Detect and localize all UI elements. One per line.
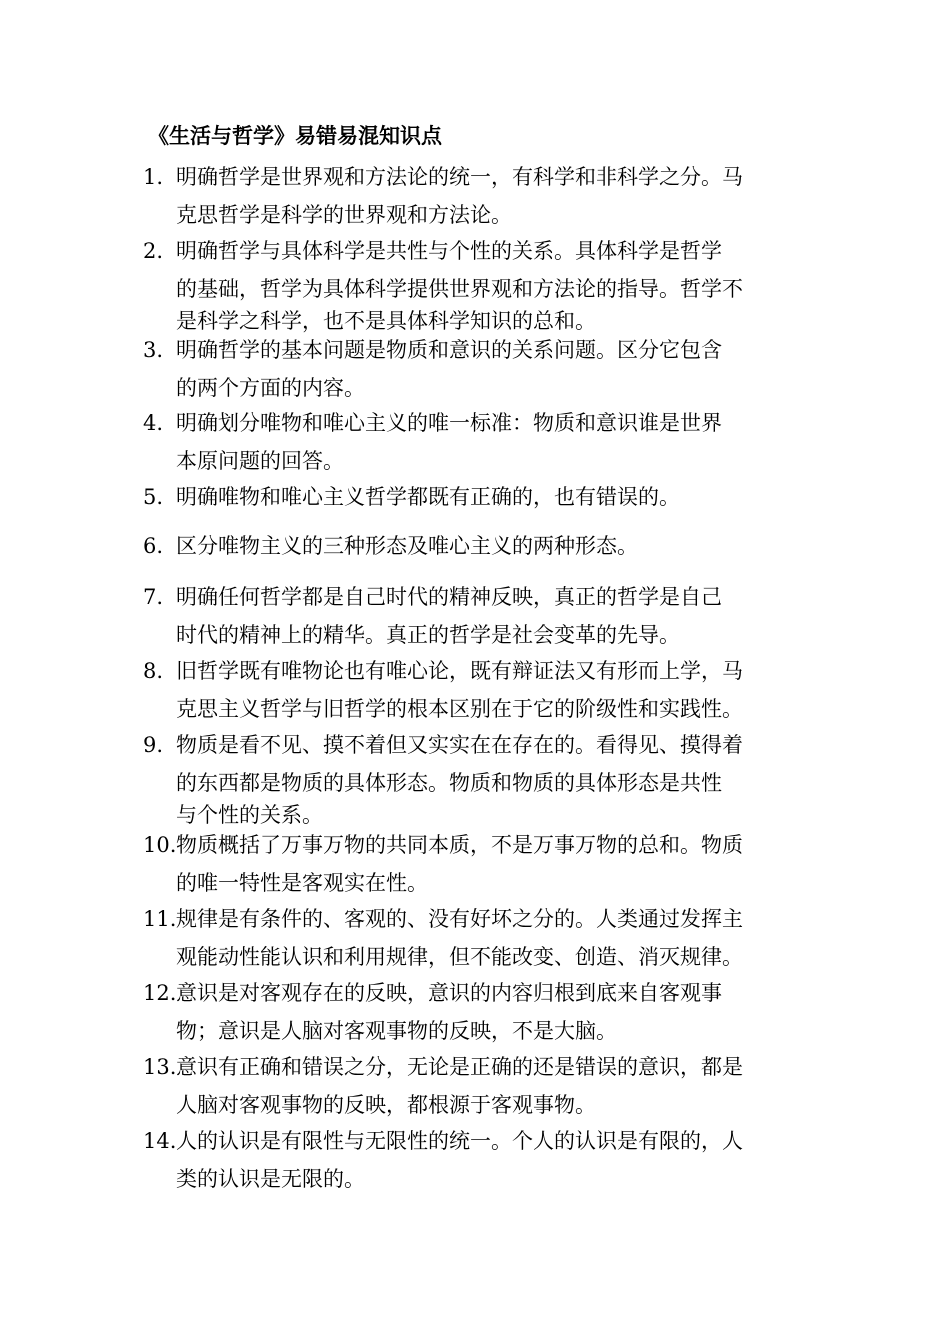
item-text (176, 527, 808, 565)
item-number: 8. (143, 659, 164, 683)
item-line: 意识是对客观存在的反映，意识的内容归根到底来自客观事 (176, 981, 722, 1005)
list-item (143, 527, 808, 565)
list-item (143, 726, 808, 828)
item-line: 明确划分唯物和唯心主义的唯一标准：物质和意识谁是世界 (176, 411, 722, 435)
item-text (176, 974, 808, 1050)
item-line: 明确哲学的基本问题是物质和意识的关系问题。区分它包含 (176, 338, 722, 362)
item-line: 明确哲学是世界观和方法论的统一，有科学和非科学之分。马 (176, 165, 743, 189)
item-text (176, 232, 808, 334)
item-text (176, 404, 808, 480)
list-item (143, 652, 808, 728)
item-line: 物质是看不见、摸不着但又实实在在存在的。看得见、摸得着 (176, 733, 743, 757)
list-item (143, 158, 808, 234)
item-number: 12. (143, 981, 177, 1005)
item-text (176, 478, 808, 516)
item-number: 11. (143, 907, 177, 931)
item-text (176, 158, 808, 234)
item-number: 7. (143, 585, 164, 609)
list-item (143, 331, 808, 407)
document-title: 《生活与哲学》易错易混知识点 (148, 123, 442, 148)
item-line: 意识有正确和错误之分，无论是正确的还是错误的意识，都是 (176, 1055, 743, 1079)
item-text (176, 1122, 808, 1198)
item-line: 人脑对客观事物的反映，都根源于客观事物。 (176, 1093, 596, 1117)
item-number: 1. (143, 165, 164, 189)
item-line: 是科学之科学，也不是具体科学知识的总和。 (176, 309, 596, 333)
item-text (176, 331, 808, 407)
item-line: 的东西都是物质的具体形态。物质和物质的具体形态是共性 (176, 771, 722, 795)
item-line: 观能动性能认识和利用规律，但不能改变、创造、消灭规律。 (176, 945, 743, 969)
item-line: 物；意识是人脑对客观事物的反映，不是大脑。 (176, 1019, 617, 1043)
list-item (143, 232, 808, 334)
item-text (176, 1048, 808, 1124)
item-line: 的唯一特性是客观实在性。 (176, 871, 428, 895)
item-line: 明确任何哲学都是自己时代的精神反映，真正的哲学是自己 (176, 585, 722, 609)
list-item (143, 1048, 808, 1124)
item-number: 6. (143, 534, 164, 558)
list-item (143, 578, 808, 654)
item-line: 时代的精神上的精华。真正的哲学是社会变革的先导。 (176, 623, 680, 647)
list-item (143, 974, 808, 1050)
item-line: 类的认识是无限的。 (176, 1167, 365, 1191)
item-line: 与个性的关系。 (176, 803, 323, 827)
item-line: 克思主义哲学与旧哲学的根本区别在于它的阶级性和实践性。 (176, 697, 743, 721)
item-line: 明确哲学与具体科学是共性与个性的关系。具体科学是哲学 (176, 239, 722, 263)
item-number: 4. (143, 411, 164, 435)
item-number: 5. (143, 485, 164, 509)
item-number: 9. (143, 733, 164, 757)
list-item (143, 826, 808, 902)
item-line: 旧哲学既有唯物论也有唯心论，既有辩证法又有形而上学，马 (176, 659, 743, 683)
item-line: 克思哲学是科学的世界观和方法论。 (176, 203, 512, 227)
list-item (143, 478, 808, 516)
item-number: 2. (143, 239, 164, 263)
item-number: 10. (143, 833, 177, 857)
item-line: 本原问题的回答。 (176, 449, 344, 473)
item-line: 的两个方面的内容。 (176, 376, 365, 400)
item-text (176, 900, 808, 976)
item-number: 3. (143, 338, 164, 362)
item-line: 人的认识是有限性与无限性的统一。个人的认识是有限的，人 (176, 1129, 743, 1153)
item-line: 的基础，哲学为具体科学提供世界观和方法论的指导。哲学不 (176, 277, 743, 301)
item-line: 明确唯物和唯心主义哲学都既有正确的，也有错误的。 (176, 485, 680, 509)
item-line: 物质概括了万事万物的共同本质，不是万事万物的总和。物质 (176, 833, 743, 857)
list-item (143, 900, 808, 976)
item-line: 区分唯物主义的三种形态及唯心主义的两种形态。 (176, 534, 638, 558)
item-text (176, 578, 808, 654)
item-text (176, 652, 808, 728)
item-number: 14. (143, 1129, 177, 1153)
item-text (176, 826, 808, 902)
item-line: 规律是有条件的、客观的、没有好坏之分的。人类通过发挥主 (176, 907, 743, 931)
list-item (143, 1122, 808, 1198)
list-item (143, 404, 808, 480)
item-number: 13. (143, 1055, 177, 1079)
item-text (176, 726, 808, 828)
